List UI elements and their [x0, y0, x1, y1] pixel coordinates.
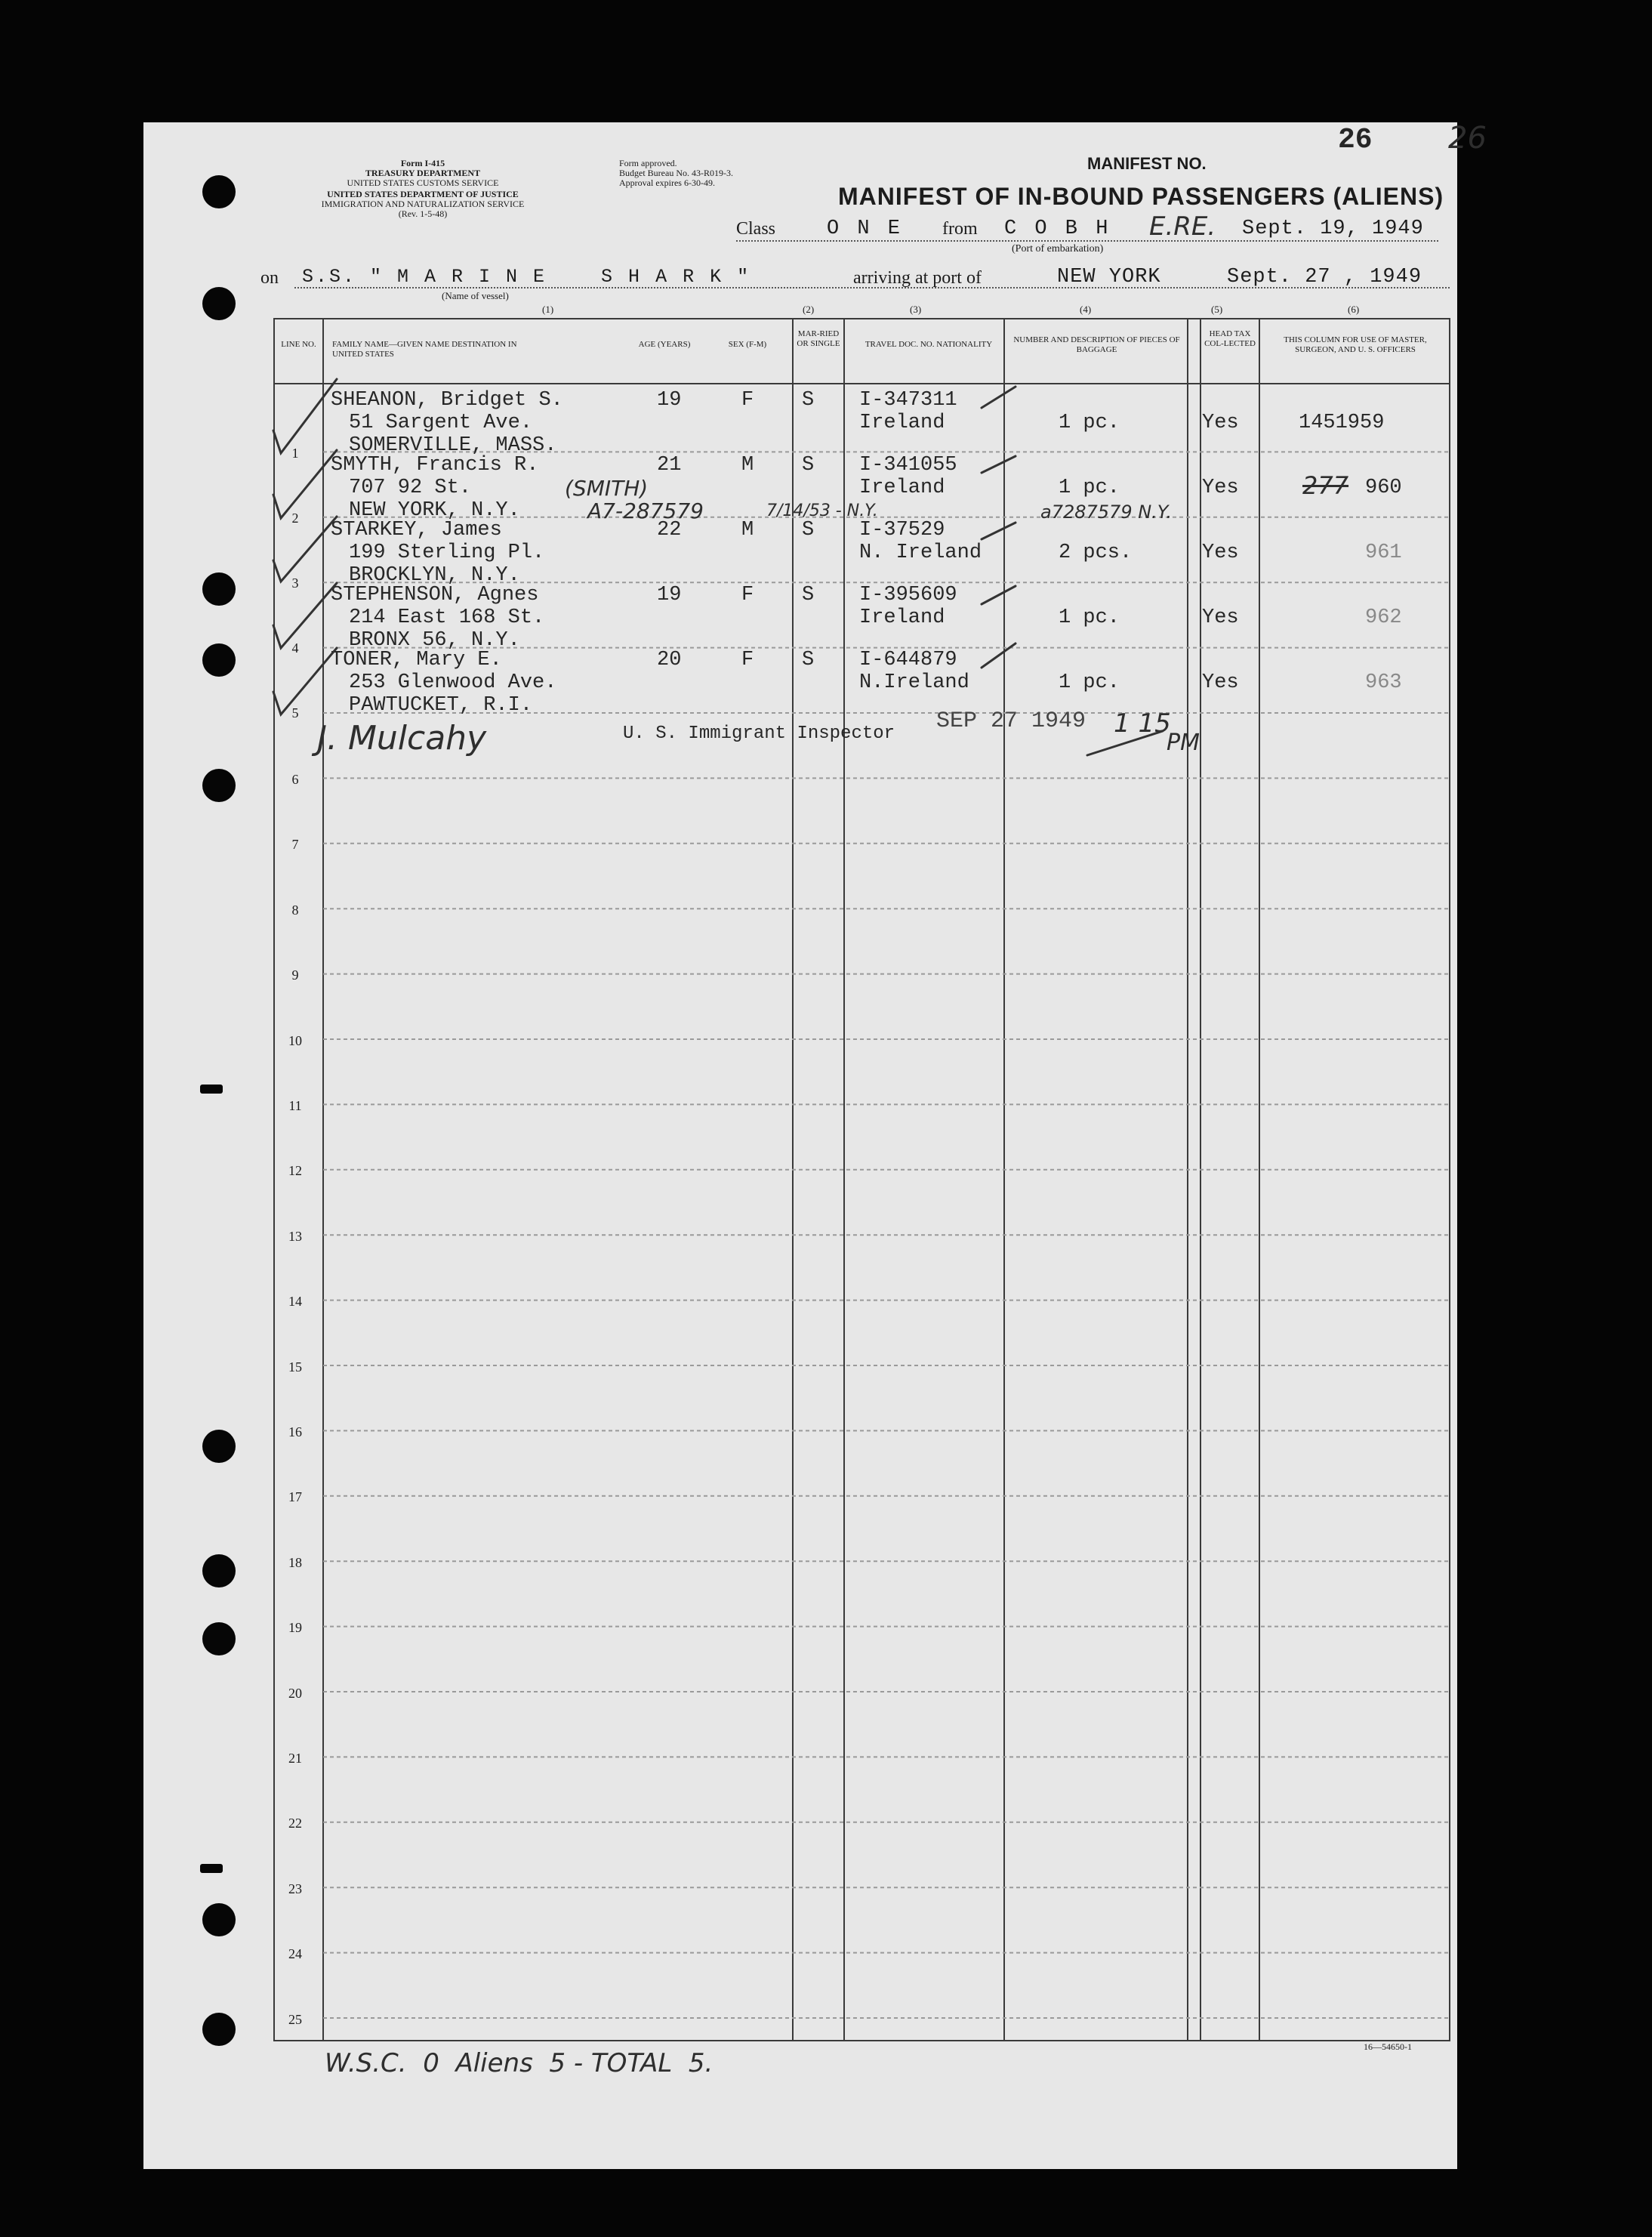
punch-hole: [202, 287, 236, 320]
passenger-city: BROCKLYN, N.Y.: [349, 564, 520, 587]
smyth-alias-note: (SMITH): [565, 476, 649, 501]
smyth-naturalization-date: 7/14/53 - N.Y.: [766, 501, 878, 520]
passenger-name: SMYTH, Francis R.: [331, 454, 539, 477]
line-number: 13: [288, 1228, 302, 1244]
corner-handwritten-number: 26: [1448, 121, 1487, 156]
travel-doc: I-395609: [859, 584, 957, 606]
from-value: C O B H: [1004, 218, 1111, 240]
line-number: 8: [291, 902, 299, 918]
passenger-address: 707 92 St.: [349, 477, 472, 499]
class-value: O N E: [827, 218, 904, 240]
line-number: 15: [288, 1359, 302, 1375]
passenger-address: 253 Glenwood Ave.: [349, 671, 557, 694]
col-num-5: (5): [1211, 304, 1223, 315]
justice-dept: UNITED STATES DEPARTMENT OF JUSTICE: [327, 189, 519, 199]
line-number: 4: [291, 640, 299, 656]
head-tax: Yes: [1202, 542, 1239, 564]
class-line: [736, 240, 1438, 242]
punch-hole: [202, 1430, 236, 1463]
passenger-sex: M: [741, 519, 754, 542]
form-approved: Form approved.: [619, 158, 677, 168]
manifest-number: 26: [1338, 124, 1373, 156]
nationality: Ireland: [859, 606, 945, 629]
arriving-label: arriving at port of: [853, 268, 982, 288]
passenger-marital: S: [802, 454, 815, 477]
line-number: 5: [291, 705, 299, 720]
line-number: 18: [288, 1554, 302, 1570]
passenger-city: SOMERVILLE, MASS.: [349, 434, 557, 457]
punch-tick: [200, 1864, 223, 1873]
passenger-age: 21: [657, 454, 682, 477]
revision-date: (Rev. 1-5-48): [398, 208, 448, 219]
manifest-number-label: MANIFEST NO.: [1087, 154, 1207, 173]
inspection-stamp-date: SEP 27 1949: [936, 708, 1086, 734]
vessel-note: (Name of vessel): [442, 290, 509, 301]
line-number: 12: [288, 1163, 302, 1179]
passenger-age: 19: [657, 389, 682, 412]
smyth-alien-number: A7-287579: [587, 498, 704, 523]
line-number: 10: [288, 1032, 302, 1048]
nationality: N.Ireland: [859, 671, 969, 694]
col-header-line: LINE NO.: [281, 340, 316, 349]
line-number: 9: [291, 967, 299, 983]
col-num-6: (6): [1348, 304, 1360, 315]
passenger-name: TONER, Mary E.: [331, 649, 502, 671]
baggage: 1 pc.: [1059, 606, 1120, 629]
travel-doc: I-347311: [859, 389, 957, 412]
page-title: MANIFEST OF IN-BOUND PASSENGERS (ALIENS): [838, 183, 1444, 210]
inspection-time: 1 15: [1114, 708, 1171, 739]
line-number: 3: [291, 575, 299, 591]
embarkation-note: (Port of embarkation): [1012, 243, 1104, 255]
col-num-2: (2): [803, 304, 815, 315]
on-label: on: [260, 268, 279, 288]
passenger-address: 214 East 168 St.: [349, 606, 545, 629]
inspector-title: U. S. Immigrant Inspector: [623, 724, 895, 744]
line-number: 16: [288, 1424, 302, 1439]
from-handwritten: E.RE.: [1149, 211, 1216, 242]
officer-note: 962: [1365, 606, 1402, 629]
from-label: from: [942, 219, 978, 239]
print-code: 16—54650-1: [1364, 2041, 1412, 2052]
travel-doc: I-341055: [859, 454, 957, 477]
passenger-marital: S: [802, 519, 815, 542]
baggage: 1 pc.: [1059, 412, 1120, 434]
customs-service: UNITED STATES CUSTOMS SERVICE: [347, 177, 499, 188]
ins-service: IMMIGRATION AND NATURALIZATION SERVICE: [321, 199, 525, 209]
arrival-port: NEW YORK: [1057, 266, 1161, 288]
passenger-marital: S: [802, 584, 815, 606]
line-number: 6: [291, 772, 299, 787]
arrival-date: Sept. 27 , 1949: [1227, 266, 1422, 288]
line-number: 25: [288, 2011, 302, 2027]
officer-note: 1451959: [1299, 412, 1385, 434]
col-header-baggage: NUMBER AND DESCRIPTION OF PIECES OF BAGGAGE: [1013, 335, 1180, 354]
passenger-address: 199 Sterling Pl.: [349, 542, 545, 564]
col-header-travel: TRAVEL DOC. NO. NATIONALITY: [865, 340, 993, 349]
col-header-married: MAR-RIED OR SINGLE: [797, 329, 840, 348]
approval-expires: Approval expires 6-30-49.: [619, 177, 715, 188]
travel-doc: I-37529: [859, 519, 945, 542]
line-number: 23: [288, 1881, 302, 1896]
passenger-name: SHEANON, Bridget S.: [331, 389, 563, 412]
line-number: 11: [288, 1098, 302, 1113]
head-tax: Yes: [1202, 412, 1239, 434]
passenger-sex: F: [741, 389, 754, 412]
line-number: 20: [288, 1685, 302, 1701]
line-number: 21: [288, 1751, 302, 1766]
col-num-3: (3): [910, 304, 922, 315]
punch-hole: [202, 175, 236, 208]
passenger-city: BRONX 56, N.Y.: [349, 629, 520, 652]
head-tax: Yes: [1202, 477, 1239, 499]
passenger-address: 51 Sargent Ave.: [349, 412, 533, 434]
vessel-name: S.S. " M A R I N E S H A R K ": [302, 266, 751, 288]
punch-hole: [202, 1622, 236, 1655]
passenger-sex: F: [741, 584, 754, 606]
manifest-sheet: [143, 122, 1457, 2169]
passenger-age: 22: [657, 519, 682, 542]
passenger-age: 19: [657, 584, 682, 606]
passenger-marital: S: [802, 389, 815, 412]
nationality: Ireland: [859, 477, 945, 499]
passenger-name: STEPHENSON, Agnes: [331, 584, 539, 606]
col-header-sex: SEX (F-M): [728, 340, 767, 349]
budget-bureau: Budget Bureau No. 43-R019-3.: [619, 168, 733, 178]
vessel-line: [294, 287, 1450, 288]
form-number: Form I-415: [400, 158, 445, 168]
line-number: 14: [288, 1294, 302, 1310]
punch-hole: [202, 572, 236, 606]
col-header-tax: HEAD TAX COL-LECTED: [1204, 329, 1256, 348]
line-number: 7: [291, 837, 299, 853]
head-tax: Yes: [1202, 671, 1239, 694]
line-number: 22: [288, 1816, 302, 1831]
col-header-age: AGE (YEARS): [638, 340, 691, 349]
col-header-officers: THIS COLUMN FOR USE OF MASTER, SURGEON, AND U. S. OFFICERS: [1284, 335, 1427, 354]
col-num-1: (1): [542, 304, 554, 315]
struck-number: 277: [1302, 471, 1349, 500]
passenger-sex: F: [741, 649, 754, 671]
passenger-age: 20: [657, 649, 682, 671]
passenger-city: PAWTUCKET, R.I.: [349, 694, 533, 717]
inspection-pm: PM: [1167, 730, 1200, 756]
baggage: 2 pcs.: [1059, 542, 1133, 564]
approval-block: [619, 159, 733, 188]
nationality: N. Ireland: [859, 542, 982, 564]
baggage: 1 pc.: [1059, 477, 1120, 499]
line-number: 24: [288, 1946, 302, 1962]
handwritten-total: W.S.C. 0 Aliens 5 - TOTAL 5.: [325, 2048, 714, 2078]
col-num-4: (4): [1080, 304, 1092, 315]
punch-hole: [202, 643, 236, 677]
passenger-marital: S: [802, 649, 815, 671]
departure-date: Sept. 19, 1949: [1242, 218, 1424, 240]
officer-note: 961: [1365, 542, 1402, 564]
passenger-city: NEW YORK, N.Y.: [349, 499, 520, 522]
officer-note: 963: [1365, 671, 1402, 694]
punch-hole: [202, 2013, 236, 2046]
line-number: 19: [288, 1620, 302, 1636]
class-label: Class: [736, 219, 776, 239]
treasury-dept: TREASURY DEPARTMENT: [365, 168, 481, 178]
baggage: 1 pc.: [1059, 671, 1120, 694]
officer-note: 960: [1365, 477, 1402, 499]
punch-hole: [202, 769, 236, 802]
nationality: Ireland: [859, 412, 945, 434]
head-tax: Yes: [1202, 606, 1239, 629]
travel-doc: I-644879: [859, 649, 957, 671]
inspector-signature: J. Mulcahy: [317, 719, 487, 757]
line-number: 1: [291, 446, 299, 461]
line-number: 17: [288, 1489, 302, 1505]
punch-tick: [200, 1085, 223, 1094]
col-header-name: FAMILY NAME—GIVEN NAME DESTINATION IN UNITED STATES: [332, 340, 517, 359]
punch-hole: [202, 1554, 236, 1587]
punch-hole: [202, 1903, 236, 1936]
line-number: 2: [291, 511, 299, 526]
passenger-name: STARKEY, James: [331, 519, 502, 542]
passenger-sex: M: [741, 454, 754, 477]
smyth-alien-number-2: a7287579 N.Y.: [1040, 501, 1172, 523]
agency-block: [249, 159, 596, 219]
